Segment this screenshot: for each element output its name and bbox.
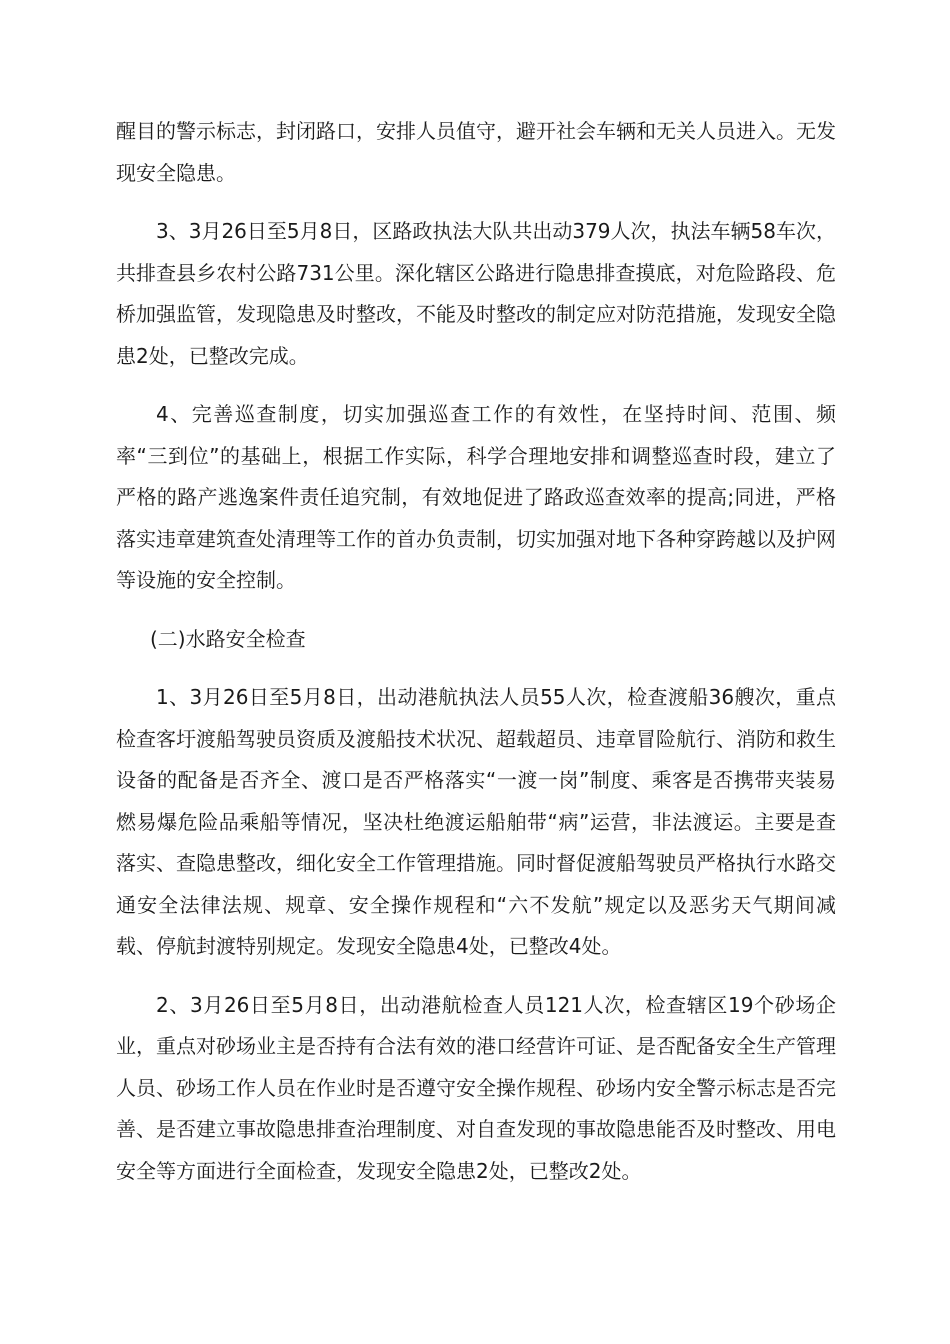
paragraph-continuation: 醒目的警示标志，封闭路口，安排人员值守，避开社会车辆和无关人员进入。无发现安全隐患。 [116,119,836,185]
paragraph-ferry-inspection: 1、3月26日至5月8日，出动港航执法人员55人次，检查渡船36艘次，重点检查客圩渡船驾驶员资质及渡船技术状况、超载超员、违章冒险航行、消防和救生设备的配备是否齐全、渡口是否严格落实“一渡一岗”制度、乘客是否携带夹装易燃易爆危险品乘船等情况，坚决杜绝渡运船舶带“病”运营，非法渡运。主要是查落实、查隐患整改，细化安全工作管理措施。同时督促渡船驾驶员严格执行水路交通安全法律法规、规章、安全操作规程和“六不发航”规定以及恶劣天气期间减载、停航封渡特别规定。发现安全隐患4处，已整改4处。 [116,685,836,958]
paragraph-sand-yard-inspection: 2、3月26日至5月8日，出动港航检查人员121人次，检查辖区19个砂场企业，重点对砂场业主是否持有合法有效的港口经营许可证、是否配备安全生产管理人员、砂场工作人员在作业时是否遵守安全操作规程、砂场内安全警示标志是否完善、是否建立事故隐患排查治理制度、对自查发现的事故隐患能否及时整改、用电安全等方面进行全面检查，发现安全隐患2处，已整改2处。 [116,992,836,1183]
document-body [116,111,836,1209]
paragraph-road-enforcement: 3、3月26日至5月8日，区路政执法大队共出动379人次，执法车辆58车次，共排查县乡农村公路731公里。深化辖区公路进行隐患排查摸底，对危险路段、危桥加强监管，发现隐患及时整改，不能及时整改的制定应对防范措施，发现安全隐患2处，已整改完成。 [116,219,836,368]
section-heading-waterway: (二)水路安全检查 [150,626,306,651]
paragraph-patrol-system: 4、完善巡查制度，切实加强巡查工作的有效性，在坚持时间、范围、频率“三到位”的基础上，根据工作实际，科学合理地安排和调整巡查时段，建立了严格的路产逃逸案件责任追究制，有效地促进了路政巡查效率的提高;同进，严格落实违章建筑查处清理等工作的首办负责制，切实加强对地下各种穿跨越以及护网等设施的安全控制。 [116,402,836,592]
